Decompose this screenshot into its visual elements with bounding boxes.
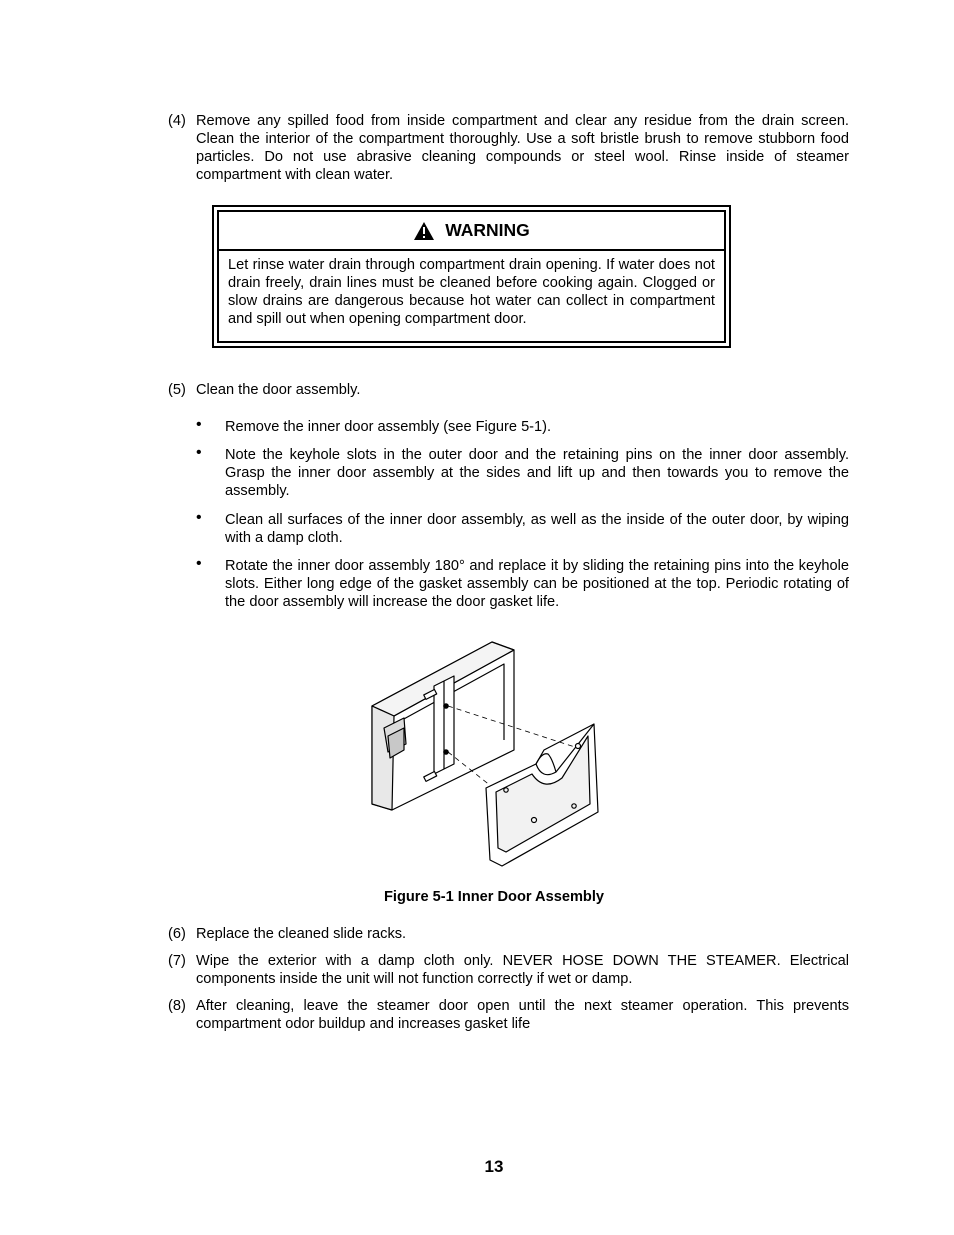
- bullet-text: Note the keyhole slots in the outer door and the retaining pins on the inner door assembly. Grasp the inner door assembly at the sides and lift up and then towards you to remove the assembly.: [225, 447, 849, 499]
- step-number: (6): [168, 926, 186, 942]
- bullet-item: [196, 557, 849, 611]
- bullet-icon: •: [196, 416, 202, 433]
- warning-triangle-icon: [413, 221, 435, 241]
- bullet-text: Remove the inner door assembly (see Figure 5-1).: [225, 419, 552, 435]
- step-text: After cleaning, leave the steamer door open until the next steamer operation. This prevents compartment odor buildup and increases gasket life: [196, 998, 849, 1032]
- figure-caption: Figure 5-1 Inner Door Assembly: [383, 889, 605, 905]
- step-4: [168, 112, 849, 184]
- bullet-text: Rotate the inner door assembly 180° and replace it by sliding the retaining pins into the keyhole slots. Either long edge of the gasket assembly can be positioned at the top. Periodic rotating of the door assembly will increase the door gasket life.: [225, 558, 849, 610]
- step-8: [168, 997, 849, 1033]
- bullet-icon: •: [196, 509, 202, 526]
- page-number: 13: [484, 1157, 504, 1176]
- warning-box: [212, 205, 731, 348]
- step-text: Wipe the exterior with a damp cloth only. NEVER HOSE DOWN THE STEAMER. Electrical components inside the unit will not function correctly if wet or damp.: [196, 953, 849, 987]
- bullet-item: [196, 446, 849, 500]
- step-number: (4): [168, 113, 186, 129]
- step-number: (7): [168, 953, 186, 969]
- bullet-item: [196, 418, 849, 436]
- step-6: [168, 925, 849, 943]
- bullet-icon: •: [196, 555, 202, 572]
- step-text: Replace the cleaned slide racks.: [196, 926, 407, 942]
- step-number: (5): [168, 382, 186, 398]
- warning-header: [219, 212, 724, 251]
- step-text: Clean the door assembly.: [196, 382, 361, 398]
- step-number: (8): [168, 998, 186, 1014]
- bullet-text: Clean all surfaces of the inner door assembly, as well as the inside of the outer door, by wiping with a damp cloth.: [225, 512, 849, 546]
- bullet-icon: •: [196, 444, 202, 461]
- step-5: [168, 381, 849, 399]
- warning-title: WARNING: [445, 220, 530, 240]
- warning-text: Let rinse water drain through compartment drain opening. If water does not drain freely, drain lines must be cleaned before cooking again. Clogged or slow drains are dangerous because hot water can collect in compartment and spill out when opening compartment door.: [228, 257, 715, 327]
- step-7: [168, 952, 849, 988]
- inner-door-assembly-illustration: [366, 640, 602, 878]
- bullet-item: [196, 511, 849, 547]
- step-text: Remove any spilled food from inside compartment and clear any residue from the drain screen. Clean the interior of the compartment thoroughly. Use a soft bristle brush to remove stubborn food particles. Do not use abrasive cleaning compounds or steel wool. Rinse inside of steamer compartment with clean water.: [196, 113, 849, 183]
